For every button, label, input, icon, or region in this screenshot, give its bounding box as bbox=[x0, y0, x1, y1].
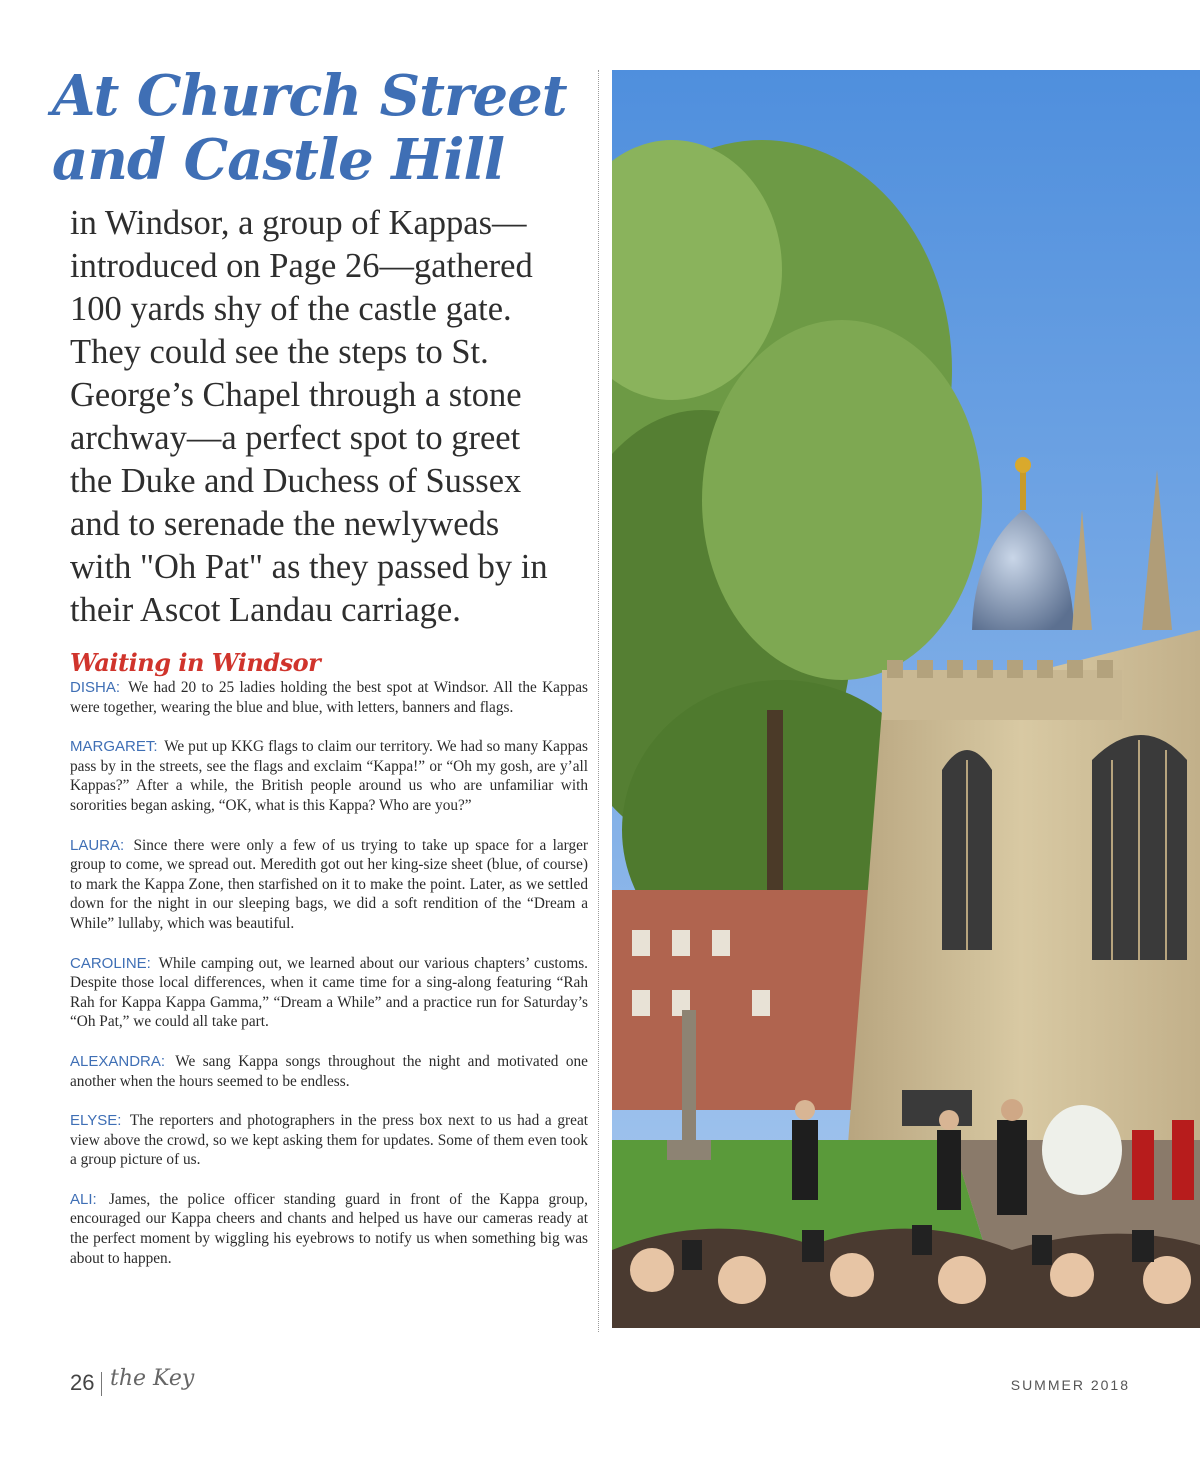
lead-line: the Duke and Duchess of Sussex bbox=[70, 462, 522, 500]
speaker-name: DISHA: bbox=[70, 679, 121, 696]
issue-date: SUMMER 2018 bbox=[1010, 1377, 1130, 1393]
column-divider bbox=[598, 70, 599, 1332]
page-title bbox=[52, 64, 592, 192]
lead-paragraph bbox=[70, 202, 600, 632]
footer-separator bbox=[101, 1372, 102, 1396]
lead-line: 100 yards shy of the castle gate. bbox=[70, 290, 512, 328]
chapel-photo bbox=[612, 70, 1200, 1328]
page-number: 26 bbox=[70, 1370, 95, 1395]
speaker-name: ALI: bbox=[70, 1190, 97, 1208]
story-paragraph bbox=[70, 678, 588, 717]
story-text: We had 20 to 25 ladies holding the best spot at Windsor. All the Kappas were together, wearing the blue and blue, with letters, banners and flags. bbox=[70, 679, 588, 716]
lead-line: their Ascot Landau carriage. bbox=[70, 591, 461, 629]
lead-line: with "Oh Pat" as they passed by in bbox=[70, 548, 548, 586]
magazine-logo: the Key bbox=[110, 1366, 195, 1391]
story-text: We sang Kappa songs throughout the night and motivated one another when the hours seemed to be endless. bbox=[70, 1052, 588, 1090]
title-line: At Church Street bbox=[52, 63, 567, 129]
story-text: James, the police officer standing guard in front of the Kappa group, encouraged our Kappa cheers and chants and helped us have our cameras ready at the perfect moment by wiggling his eyebrows to notify us when something big was about to happen. bbox=[70, 1190, 589, 1267]
story-paragraph bbox=[70, 737, 588, 815]
lead-line: George’s Chapel through a stone bbox=[70, 376, 522, 414]
title-line: and Castle Hill bbox=[52, 127, 505, 193]
lead-line: They could see the steps to St. bbox=[70, 333, 489, 371]
story-paragraph bbox=[70, 954, 588, 1032]
story-text: We put up KKG flags to claim our territory. We had so many Kappas pass by in the streets, see the flags and exclaim “Kappa!” or “Oh my gosh, are y’all Kappas?” After a while, the British people around us who are unfamiliar with sororities began asking, “OK, what is this Kappa? Who are you?” bbox=[70, 738, 588, 814]
speaker-name: ALEXANDRA: bbox=[70, 1052, 166, 1070]
lead-line: archway—a perfect spot to greet bbox=[70, 419, 521, 457]
story-paragraph bbox=[70, 1111, 588, 1170]
lead-line: and to serenade the newlyweds bbox=[70, 505, 500, 543]
story-paragraph bbox=[70, 836, 588, 934]
story-text: The reporters and photographers in the press box next to us had a great view above the crowd, so we kept asking them for updates. Some of them even took a group picture of us. bbox=[70, 1112, 588, 1169]
speaker-name: MARGARET: bbox=[70, 738, 158, 756]
stories-column bbox=[70, 678, 588, 1288]
lead-line: in Windsor, a group of Kappas— bbox=[70, 204, 527, 242]
speaker-name: CAROLINE: bbox=[70, 954, 151, 972]
story-text: While camping out, we learned about our various chapters’ customs. Despite those local differences, when it came time for a sing-along featuring “Rah Rah for Kappa Kappa Gamma,” “Dream a While” and a practice run for Saturday’s “Oh Pat,” we could all take part. bbox=[70, 954, 588, 1031]
story-paragraph bbox=[70, 1052, 588, 1091]
story-text: Since there were only a few of us trying to take up space for a larger group to come, we spread out. Meredith got out her king-size sheet (blue, of course) to mark the Kappa Zone, then starfished on it to make the point. Later, as we settled down for the night in our sleeping bags, we did a soft rendition of the “Dream a While” lullaby, which was beautiful. bbox=[70, 836, 588, 932]
section-subhead: Waiting in Windsor bbox=[70, 648, 321, 677]
speaker-name: LAURA: bbox=[70, 836, 125, 854]
story-paragraph bbox=[70, 1190, 588, 1268]
lead-line: introduced on Page 26—gathered bbox=[70, 247, 533, 285]
speaker-name: ELYSE: bbox=[70, 1112, 122, 1130]
